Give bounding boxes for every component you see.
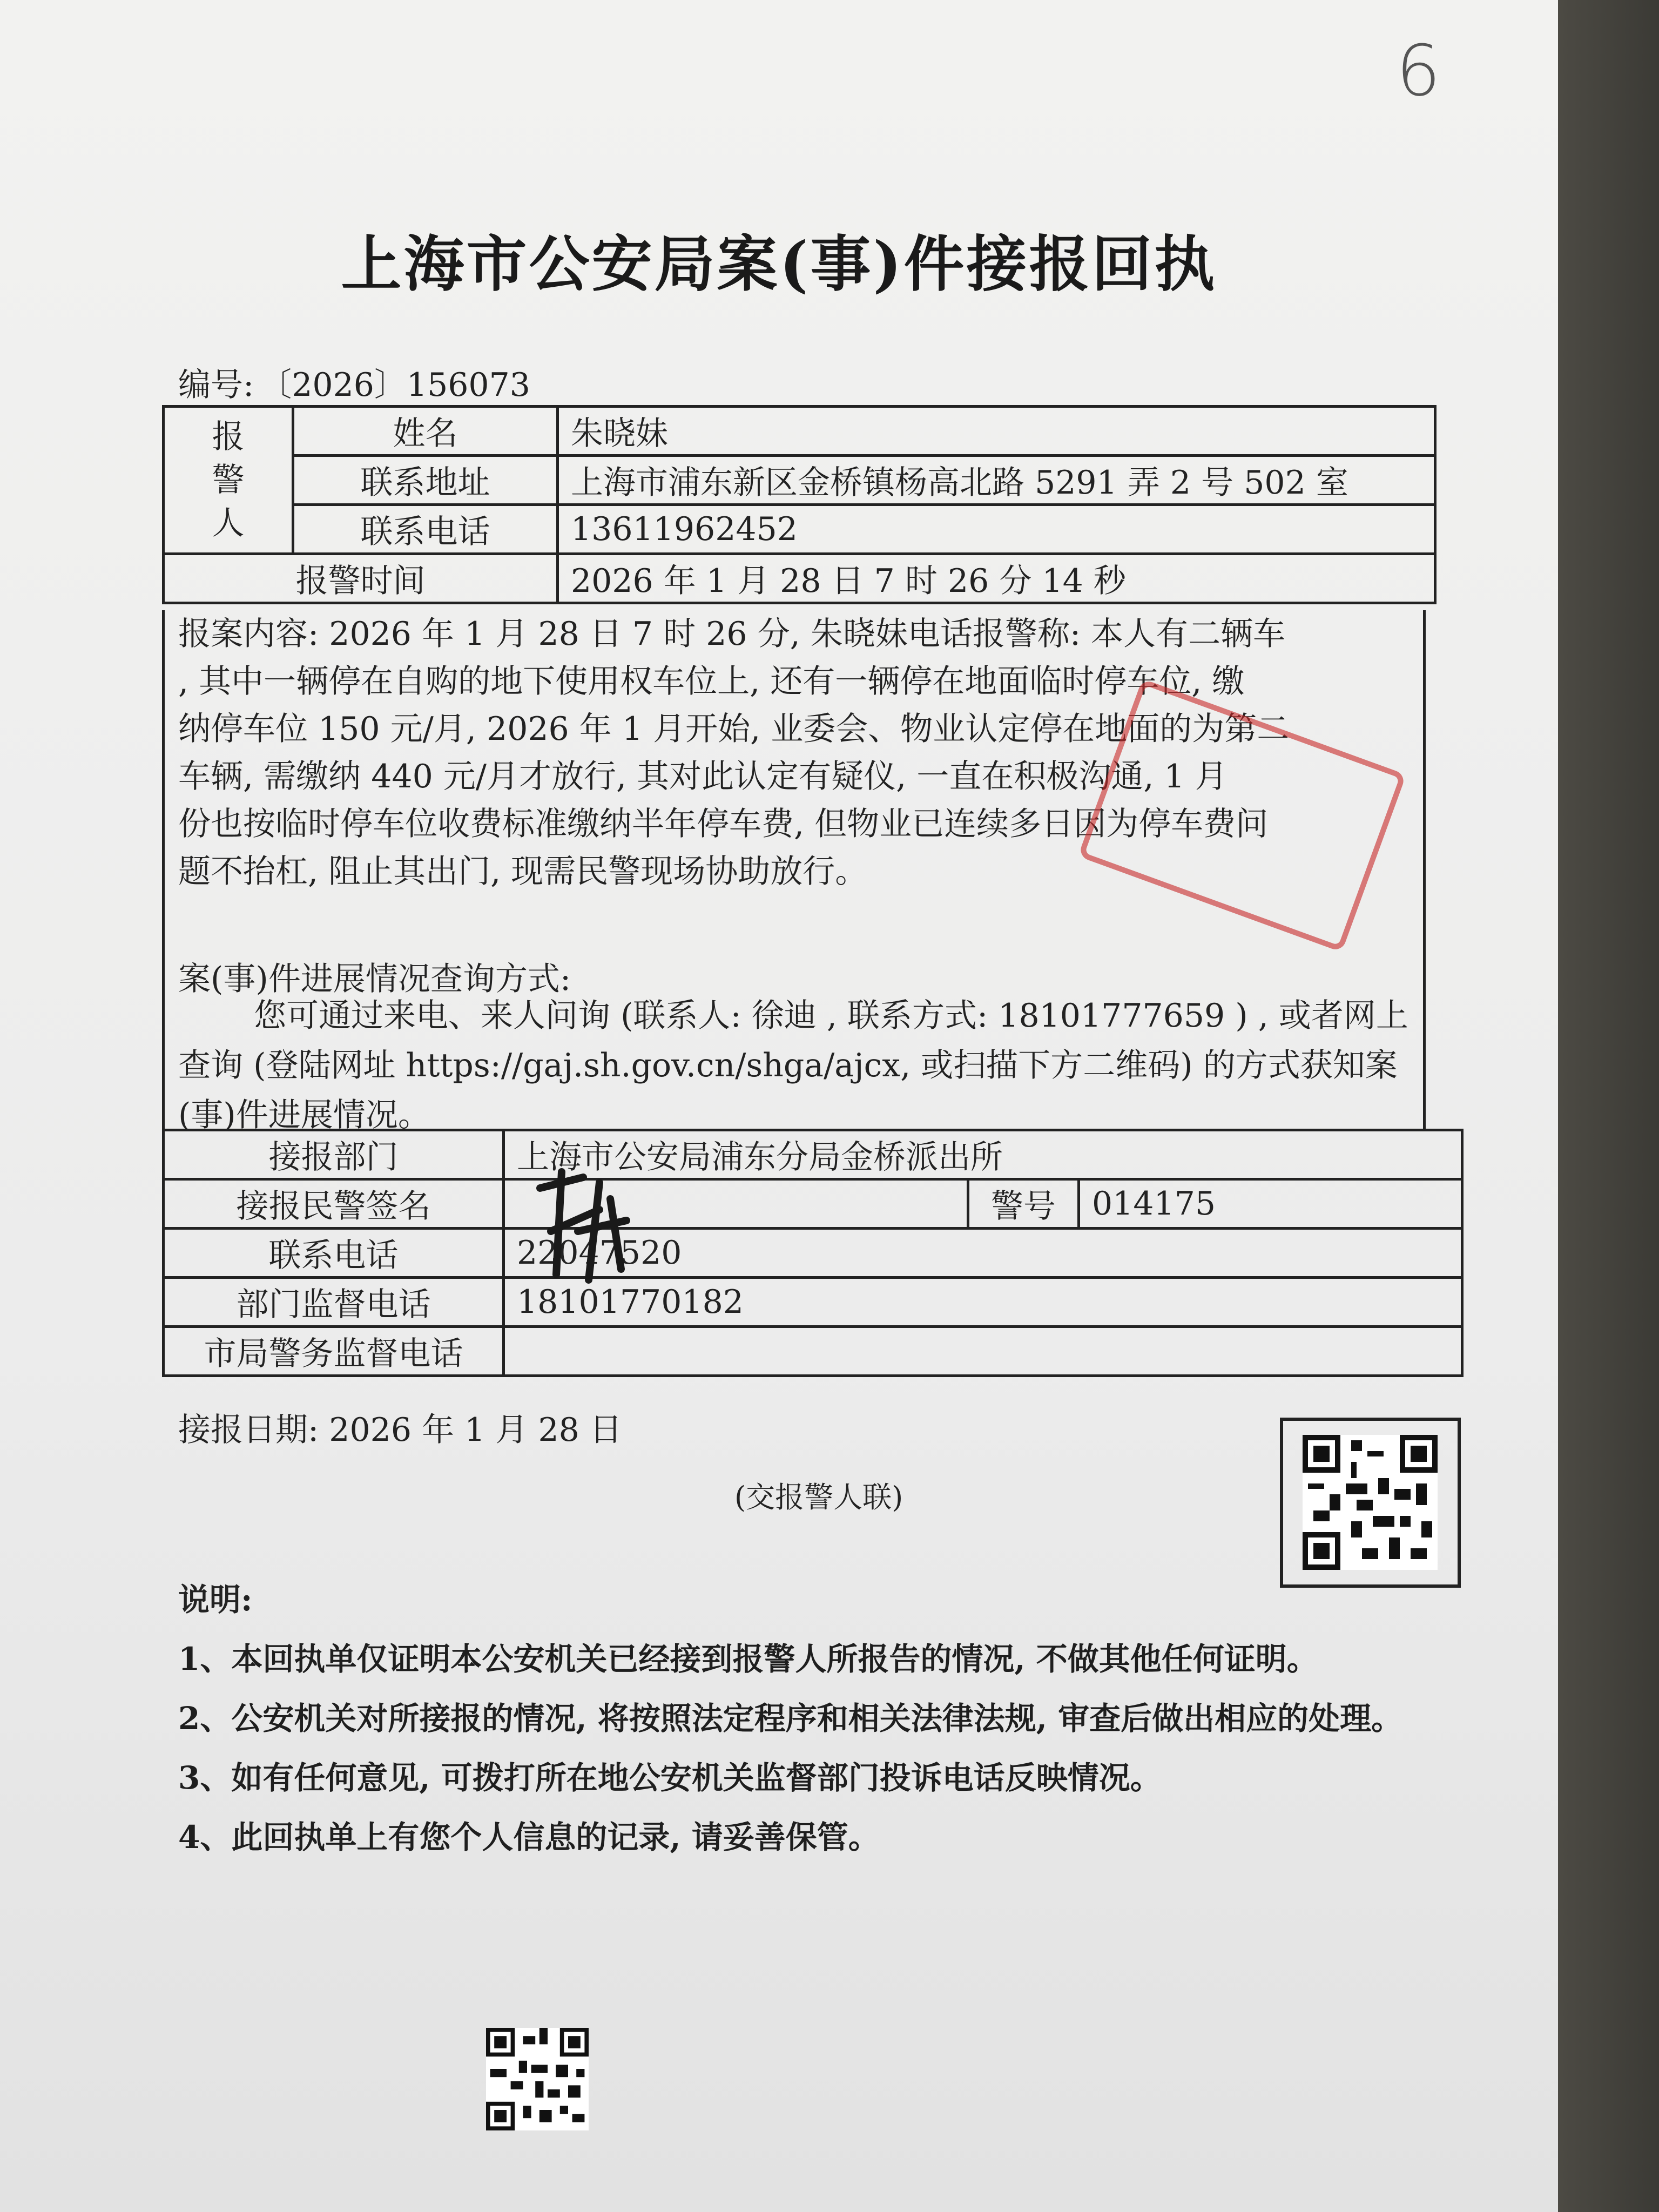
badge-label: 警号 <box>968 1179 1079 1229</box>
reporter-name: 朱晓妹 <box>558 407 1435 456</box>
dept-value: 上海市公安局浦东分局金桥派出所 <box>504 1130 1462 1179</box>
query-title: 案(事)件进展情况查询方式: <box>178 960 571 998</box>
reporter-table <box>162 405 1437 604</box>
reporter-address: 上海市浦东新区金桥镇杨高北路 5291 弄 2 号 502 室 <box>558 456 1435 505</box>
qr-code-frame <box>1280 1418 1461 1588</box>
handling-phone-label: 联系电话 <box>164 1229 504 1278</box>
receipt-date-label: 接报日期: <box>178 1411 319 1449</box>
phone-label: 联系电话 <box>293 505 558 554</box>
notes-title: 说明: <box>178 1581 253 1618</box>
query-text: 您可通过来电、来人问询 (联系人: 徐迪 , 联系方式: 18101777659 ) , 或者网上查询 (登陆网址 https://gaj.sh.gov.cn/shga/ajcx, 或扫描下方二维码) 的方式获知案(事)件进展情况。 <box>178 997 1408 1134</box>
serial-number <box>178 359 536 406</box>
address-label: 联系地址 <box>293 456 558 505</box>
supervise-label: 部门监督电话 <box>164 1278 504 1327</box>
receipt-date-value: 2026 年 1 月 28 日 <box>329 1411 622 1449</box>
city-supervise-value <box>504 1327 1462 1376</box>
page-number: 6 <box>1396 30 1441 112</box>
note-item: 1、本回执单仅证明本公安机关已经接到报警人所报告的情况, 不做其他任何证明。 <box>178 1641 1318 1677</box>
handling-phone-value: 22047520 <box>504 1229 1462 1278</box>
receipt-date <box>178 1404 622 1451</box>
badge-value: 014175 <box>1079 1179 1462 1229</box>
report-time-label: 报警时间 <box>164 554 558 603</box>
reporter-group-label: 报警人 <box>164 407 293 554</box>
report-time-value: 2026 年 1 月 28 日 7 时 26 分 14 秒 <box>558 554 1435 603</box>
dept-label: 接报部门 <box>164 1130 504 1179</box>
copy-note: (交报警人联) <box>734 1480 903 1514</box>
page-title: 上海市公安局案(事)件接报回执 <box>341 229 1217 300</box>
serial-value: 〔2026〕156073 <box>259 366 530 404</box>
handling-table <box>162 1129 1464 1377</box>
officer-label: 接报民警签名 <box>164 1179 504 1229</box>
note-item: 4、此回执单上有您个人信息的记录, 请妥善保管。 <box>178 1819 880 1856</box>
case-content: 报案内容: 2026 年 1 月 28 日 7 时 26 分, 朱晓妹电话报警称: 本人有二辆车 , 其中一辆停在自购的地下使用权车位上, 还有一辆停在地面临时停车位, 缴 纳停车位 150 元/月, 2026 年 1 月开始, 业委会、物业认定停在地面的为第二 车辆, 需缴纳 440 元/月才放行, 其对此认定有疑仪, 一直在积极沟通, 1 月 份也按临时停车位收费标准缴纳半年停车费, 但物业已连续多日因为停车费问 题不抬杠, 阻止其出门, 现需民警现场协助放行。 <box>178 615 1290 891</box>
handwritten-signature <box>518 1166 659 1291</box>
note-item: 2、公安机关对所接报的情况, 将按照法定程序和相关法律法规, 审查后做出相应的处理。 <box>178 1700 1403 1737</box>
name-label: 姓名 <box>293 407 558 456</box>
note-item: 3、如有任何意见, 可拨打所在地公安机关监督部门投诉电话反映情况。 <box>178 1759 1162 1796</box>
city-supervise-label: 市局警务监督电话 <box>164 1327 504 1376</box>
bottom-qr-code-icon <box>486 2028 589 2130</box>
supervise-value: 18101770182 <box>504 1278 1462 1327</box>
reporter-phone: 13611962452 <box>558 505 1435 554</box>
serial-label: 编号: <box>178 366 254 404</box>
qr-code-icon <box>1303 1435 1438 1570</box>
